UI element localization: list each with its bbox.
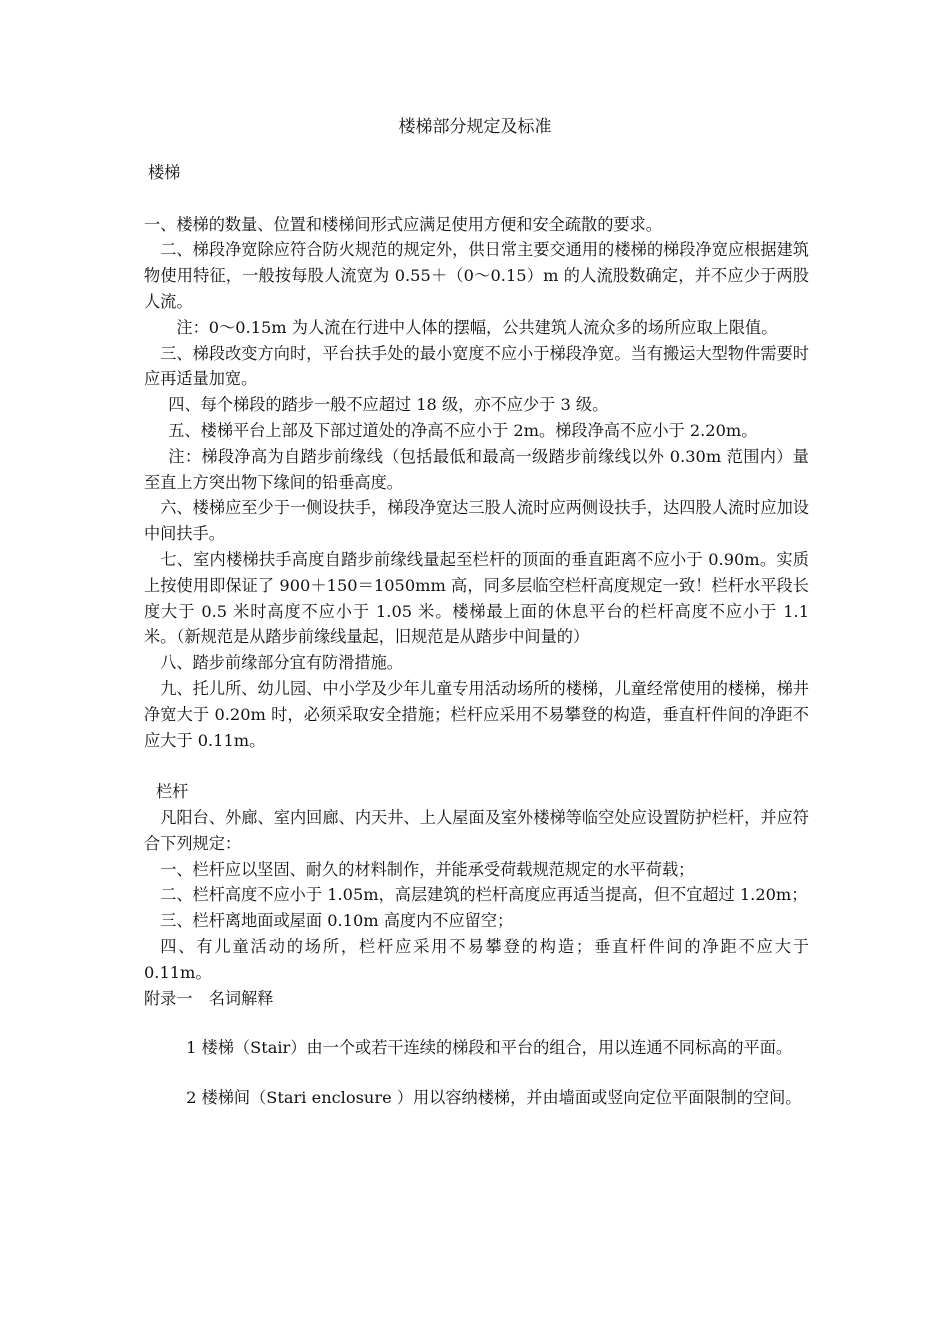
appendix-term-2: 2 楼梯间（Stari enclosure ）用以容纳楼梯，并由墙面或竖向定位平面限制的空间。 xyxy=(186,1088,802,1108)
stairs-item-2: 二、梯段净宽除应符合防火规范的规定外，供日常主要交通用的楼梯的梯段净宽应根据建筑物使用特征，一般按每股人流宽为 0.55＋（0～0.15）m 的人流股数确定，并不应少于两股人流。 xyxy=(144,240,809,311)
document-title: 楼梯部分规定及标准 xyxy=(398,117,552,137)
appendix-heading: 附录一 名词解释 xyxy=(144,988,274,1008)
stairs-item-7: 七、室内楼梯扶手高度自踏步前缘线量起至栏杆的顶面的垂直距离不应小于 0.90m。实质上按使用即保证了 900＋150＝1050mm 高，同多层临空栏杆高度规定一致！栏杆水平段长度大于 0.5 米时高度不应小于 1.05 米。楼梯最上面的休息平台的栏杆高度不应小于 1.1 米。（新规范是从踏步前缘线量起，旧规范是从踏步中间量的） xyxy=(144,549,809,647)
stairs-note-2: 注：梯段净高为自踏步前缘线（包括最低和最高一级踏步前缘线以外 0.30m 范围内）量至直上方突出物下缘间的铅垂高度。 xyxy=(144,446,809,492)
spacer xyxy=(144,186,809,212)
railings-heading: 栏杆 xyxy=(156,782,189,802)
railings-item-2: 二、栏杆高度不应小于 1.05m，高层建筑的栏杆高度应再适当提高，但不宜超过 1.20m； xyxy=(160,885,808,905)
stairs-heading: 楼梯 xyxy=(148,163,181,182)
spacer xyxy=(144,1061,809,1085)
railings-intro: 凡阳台、外廊、室内回廊、内天井、上人屋面及室外楼梯等临空处应设置防护栏杆，并应符合下列规定： xyxy=(144,807,809,853)
stairs-item-5: 五、楼梯平台上部及下部过道处的净高不应小于 2m。梯段净高不应小于 2.20m。 xyxy=(168,420,758,440)
railings-item-1: 一、栏杆应以坚固、耐久的材料制作，并能承受荷载规范规定的水平荷载； xyxy=(160,859,695,879)
stairs-item-3: 三、梯段改变方向时，平台扶手处的最小宽度不应小于梯段净宽。当有搬运大型物件需要时应再适量加宽。 xyxy=(144,343,809,389)
spacer xyxy=(144,1011,809,1035)
appendix-term-1: 1 楼梯（Stair）由一个或若干连续的梯段和平台的组合，用以连通不同标高的平面。 xyxy=(186,1038,793,1058)
stairs-note-1: 注：0～0.15m 为人流在行进中人体的摆幅，公共建筑人流众多的场所应取上限值。 xyxy=(176,317,778,337)
railings-item-4: 四、有儿童活动的场所，栏杆应采用不易攀登的构造；垂直杆件间的净距不应大于 0.11m。 xyxy=(144,936,809,982)
railings-item-3: 三、栏杆离地面或屋面 0.10m 高度内不应留空； xyxy=(160,911,514,931)
stairs-item-1: 一、楼梯的数量、位置和楼梯间形式应满足使用方便和安全疏散的要求。 xyxy=(144,214,662,234)
spacer xyxy=(144,753,809,779)
document-body xyxy=(144,160,809,1111)
stairs-item-4: 四、每个梯段的踏步一般不应超过 18 级，亦不应少于 3 级。 xyxy=(168,395,609,415)
stairs-item-6: 六、楼梯应至少于一侧设扶手，梯段净宽达三股人流时应两侧设扶手，达四股人流时应加设中间扶手。 xyxy=(144,498,809,544)
stairs-item-8: 八、踏步前缘部分宜有防滑措施。 xyxy=(160,653,403,673)
stairs-item-9: 九、托儿所、幼儿园、中小学及少年儿童专用活动场所的楼梯，儿童经常使用的楼梯，梯井净宽大于 0.20m 时，必须采取安全措施；栏杆应采用不易攀登的构造，垂直杆件间的净距不应大于 0.11m。 xyxy=(144,678,809,750)
